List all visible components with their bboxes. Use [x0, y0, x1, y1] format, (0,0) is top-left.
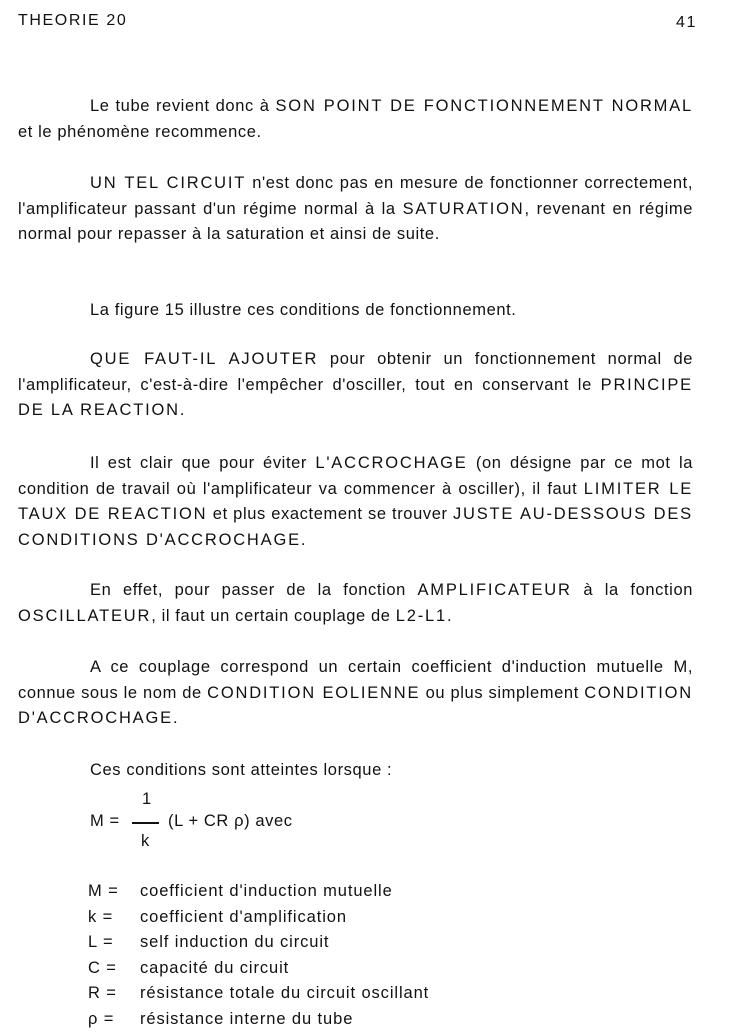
formula-lhs: M = — [90, 812, 120, 830]
paragraph-6 — [18, 578, 693, 629]
definition-text: résistance interne du tube — [140, 1009, 354, 1028]
paragraph-1 — [18, 94, 693, 145]
p7-emphasis-2: CONDITION EOLIENNE — [207, 683, 421, 702]
definition-text: self induction du circuit — [140, 933, 330, 951]
p6-text-c: à la fonction — [571, 581, 693, 599]
p7-text-e: ou plus simplement — [420, 683, 585, 702]
paragraph-2 — [18, 171, 693, 248]
p6-text-a: En effet, pour passer de la fonction — [90, 581, 418, 599]
definition-symbol: ρ = — [88, 1009, 115, 1028]
p2-text-b: n'est donc pas en mesure de fonctionner correctement, l'amplificateur passant d'un régime normal à la — [18, 174, 693, 218]
p1-text-c: et le phénomène recommence. — [18, 122, 262, 141]
p3-text: La figure 15 illustre ces conditions de fonctionnement. — [90, 301, 517, 319]
p5-text-g: . — [300, 530, 307, 549]
paragraph-4 — [18, 347, 693, 424]
coupling-formula — [90, 790, 410, 860]
paragraph-5 — [18, 451, 693, 553]
chapter-title: THEORIE 20 — [18, 12, 128, 29]
p5-text-a: Il est clair que pour éviter — [90, 454, 316, 472]
p6-text-e: , il faut un certain couplage de — [151, 606, 396, 625]
p7-text-g: . — [172, 709, 179, 727]
p5-emphasis-1: L'ACCROCHAGE — [315, 454, 468, 472]
formula-denominator: k — [141, 832, 150, 850]
fraction-bar — [132, 822, 159, 824]
p1-text-a: Le tube revient donc à — [90, 97, 276, 115]
p2-emphasis-2: SATURATION — [402, 199, 525, 218]
p4-emphasis-2: PRINCIPE DE LA REACTION — [18, 375, 693, 419]
p4-emphasis-1: QUE FAUT-IL AJOUTER — [90, 350, 319, 368]
formula-rhs: (L + CR ρ) avec — [168, 812, 293, 830]
definition-text: coefficient d'amplification — [140, 907, 347, 926]
page-header — [18, 12, 697, 36]
definition-text: coefficient d'induction mutuelle — [140, 882, 393, 900]
formula-numerator: 1 — [142, 790, 152, 808]
p6-emphasis-3: L2-L1 — [395, 606, 447, 625]
p5-emphasis-3: JUSTE AU-DESSOUS DES CONDITIONS D'ACCROCHAGE — [18, 505, 693, 549]
definition-symbol: M = — [88, 882, 119, 900]
paragraph-7 — [18, 655, 693, 732]
p6-emphasis-2: OSCILLATEUR — [18, 606, 152, 625]
paragraph-8 — [18, 758, 693, 784]
p1-emphasis: SON POINT DE FONCTIONNEMENT NORMAL — [275, 97, 694, 115]
paragraph-3 — [18, 298, 693, 324]
p5-text-e: et plus exactement se trouver — [207, 505, 453, 523]
p6-text-g: . — [446, 606, 453, 625]
p2-emphasis-1: UN TEL CIRCUIT — [90, 174, 247, 192]
p2-text-d: , revenant en régime normal pour repasser à la saturation et ainsi de suite. — [18, 199, 693, 243]
definition-text: résistance totale du circuit oscillant — [140, 984, 430, 1002]
definition-symbol: R = — [88, 984, 117, 1002]
p7-text-a: A ce couplage correspond un certain coefficient d'induction mutuelle — [90, 658, 674, 676]
p4-text-b: pour obtenir un fonctionnement normal de l'amplificateur, c'est-à-dire l'empêcher d'osciller, tout en conservant le — [18, 350, 693, 394]
definition-symbol: k = — [88, 907, 114, 926]
p5-emphasis-2: LIMITER LE TAUX DE REACTION — [18, 479, 693, 523]
p5-text-c: (on désigne par ce mot la condition de travail où l'amplificateur va commencer à osciller), il faut — [18, 454, 693, 498]
definition-symbol: L = — [88, 933, 114, 951]
p8-text: Ces conditions sont atteintes lorsque : — [90, 761, 393, 779]
definition-symbol: C = — [88, 958, 117, 977]
p7-text-c: , connue sous le nom de — [18, 658, 693, 702]
p4-text-d: . — [179, 401, 186, 419]
p7-emphasis-1: M — [673, 658, 688, 676]
p7-emphasis-3: CONDITION D'ACCROCHAGE — [18, 683, 693, 727]
definition-text: capacité du circuit — [140, 958, 290, 977]
p6-emphasis-1: AMPLIFICATEUR — [417, 581, 572, 599]
page-number: 41 — [676, 14, 697, 31]
